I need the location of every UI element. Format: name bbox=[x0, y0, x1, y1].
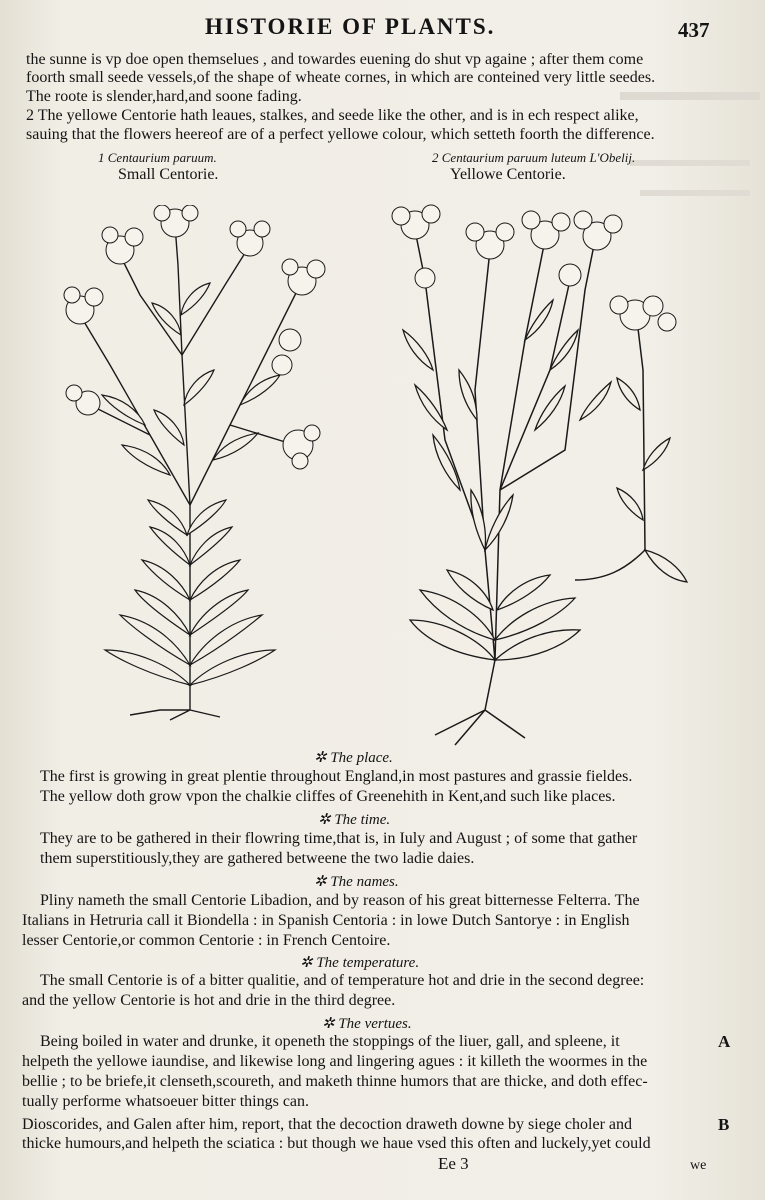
text-line: The first is growing in great plentie throughout England,in most pastures and grassie fieldes. bbox=[40, 768, 633, 785]
margin-letter-b: B bbox=[718, 1115, 730, 1134]
figure-english-name: Yellowe Centorie. bbox=[450, 166, 566, 183]
page-number: 437 bbox=[678, 18, 710, 42]
figure-latin-name: 1 Centaurium paruum. bbox=[98, 150, 217, 165]
text-line: tually performe whatsoeuer bitter things can. bbox=[22, 1093, 310, 1110]
text-line: thicke humours,and helpeth the sciatica : but though we haue vsed this often and luckely,yet could bbox=[22, 1135, 651, 1152]
text-line: bellie ; to be briefe,it clenseth,scoureth, and maketh thinne humors that are thicke, and doth effec- bbox=[22, 1073, 648, 1090]
margin-letter-a: A bbox=[718, 1032, 731, 1051]
yellowe-centorie-illustration bbox=[375, 190, 710, 750]
figure-latin-name: 2 Centaurium paruum luteum L'Obelij. bbox=[432, 150, 636, 165]
text-line: The yellow doth grow vpon the chalkie cliffes of Greenehith in Kent,and such like places. bbox=[40, 788, 616, 805]
figure-caption-2 bbox=[432, 150, 635, 184]
signature-mark: Ee 3 bbox=[438, 1154, 469, 1173]
text-line: Being boiled in water and drunke, it openeth the stoppings of the liuer, gall, and spleene, it bbox=[40, 1033, 620, 1050]
figure-english-name: Small Centorie. bbox=[118, 166, 219, 183]
text-line: Pliny nameth the small Centorie Libadion, and by reason of his great bitternesse Felterra. The bbox=[40, 892, 640, 909]
text-line: helpeth the yellowe iaundise, and likewise long and lingering agues : it killeth the woormes in the bbox=[22, 1053, 648, 1070]
section-heading-names: ✲ The names. bbox=[314, 874, 399, 890]
section-heading-time: ✲ The time. bbox=[318, 812, 391, 828]
running-header bbox=[0, 8, 765, 42]
section-heading-vertues: ✲ The vertues. bbox=[322, 1016, 412, 1032]
text-line: Dioscorides, and Galen after him, report, that the decoction draweth downe by siege choler and bbox=[22, 1116, 633, 1133]
text-line: them superstitiously,they are gathered betweene the two ladie daies. bbox=[40, 850, 475, 867]
section-heading-temperature: ✲ The temperature. bbox=[300, 955, 420, 971]
text-line: foorth small seede vessels,of the shape of wheate cornes, in which are conteined very little seedes. bbox=[26, 69, 656, 86]
catchword: we bbox=[690, 1158, 707, 1173]
page-footer bbox=[0, 1150, 765, 1180]
text-line: The roote is slender,hard,and soone fading. bbox=[26, 88, 302, 105]
section-heading-place: ✲ The place. bbox=[314, 750, 393, 766]
figure-caption-1 bbox=[98, 150, 218, 184]
text-line: and the yellow Centorie is hot and drie in the third degree. bbox=[22, 992, 396, 1009]
text-line: The small Centorie is of a bitter qualitie, and of temperature hot and drie in the second degree: bbox=[40, 972, 645, 989]
text-line: 2 The yellowe Centorie hath leaues, stalkes, and seede like the other, and is in ech respect alike, bbox=[26, 107, 639, 124]
text-line: sauing that the flowers heereof are of a perfect yellowe colour, which setteth foorth the difference. bbox=[26, 126, 655, 143]
text-line: the sunne is vp doe open themselues , and towardes euening do shut vp againe ; after them come bbox=[26, 51, 644, 68]
small-centorie-illustration bbox=[50, 205, 340, 725]
text-line: Italians in Hetruria call it Biondella : in Spanish Centoria : in lowe Dutch Santorye : in English bbox=[22, 912, 630, 929]
text-line: They are to be gathered in their flowring time,that is, in Iuly and August ; of some that gather bbox=[40, 830, 638, 847]
text-line: lesser Centorie,or common Centorie : in French Centoire. bbox=[22, 932, 391, 949]
running-title: HISTORIE OF PLANTS. bbox=[205, 14, 496, 39]
